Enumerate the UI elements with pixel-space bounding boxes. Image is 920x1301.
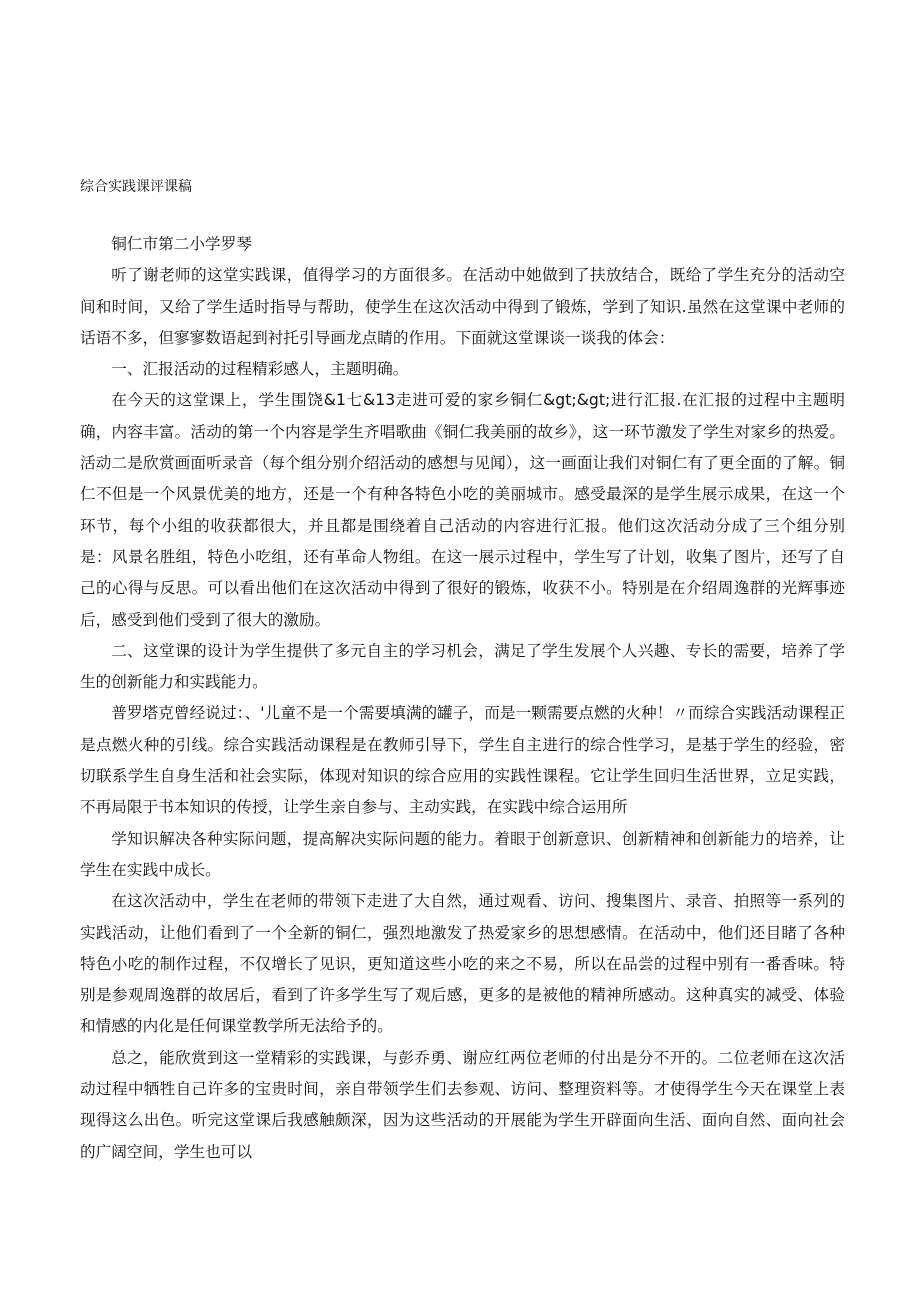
document-body	[80, 229, 845, 1168]
paragraph: 在今天的这堂课上，学生围饶&1七&13走进可爱的家乡铜仁&gt;&gt;进行汇报.在汇报的过程中主题明确，内容丰富。活动的第一个内容是学生齐唱歌曲《铜仁我美丽的故乡》，这一环节激发了学生对家乡的热爱。活动二是欣赏画面听录音（每个组分别介绍活动的感想与见闻），这一画面让我们对铜仁有了更全面的了解。铜仁不但是一个风景优美的地方，还是一个有种各特色小吃的美丽城市。感受最深的是学生展示成果，在这一个环节，每个小组的收获都很大，并且都是围绕着自己活动的内容进行汇报。他们这次活动分成了三个组分别是：风景名胜组，特色小吃组，还有革命人物组。在这一展示过程中，学生写了计划，收集了图片，还写了自己的心得与反思。可以看出他们在这次活动中得到了很好的锻炼，收获不小。特别是在介绍周逸群的光辉事迹后，感受到他们受到了很大的激励。	[80, 391, 845, 629]
paragraph: 学知识解决各种实际问题，提高解决实际问题的能力。着眼于创新意识、创新精神和创新能力的培养，让学生在实践中成长。	[80, 829, 845, 879]
author-line: 铜仁市第二小学罗琴	[111, 235, 252, 253]
section-heading: 二、这堂课的设计为学生提供了多元自主的学习机会，满足了学生发展个人兴趣、专长的需要，培养了学生的创新能力和实践能力。	[80, 641, 845, 692]
paragraph: 普罗塔克曾经说过：、'儿童不是一个需要填满的罐子，而是一颗需要点燃的火种！〃而综合实践活动课程正是点燃火种的引线。综合实践活动课程是在教师引导下，学生自主进行的综合性学习，是基于学生的经验，密切联系学生自身生活和社会实际，体现对知识的综合应用的实践性课程。它让学生回归生活世界，立足实践，不再局限于书本知识的传授，让学生亲自参与、主动实践，在实践中综合运用所	[80, 704, 845, 817]
section-heading: 一、汇报活动的过程精彩感人，主题明确。	[111, 360, 409, 379]
document-title: 综合实践课评课稿	[80, 179, 192, 195]
paragraph: 听了谢老师的这堂实践课，值得学习的方面很多。在活动中她做到了扶放结合，既给了学生充分的活动空间和时间，又给了学生适时指导与帮助，使学生在这次活动中得到了锻炼，学到了知识.虽然在这堂课中老师的话语不多，但寥寥数语起到衬托引导画龙点睛的作用。下面就这堂课谈一谈我的体会：	[80, 266, 845, 347]
paragraph: 在这次活动中，学生在老师的带领下走进了大自然，通过观看、访问、搜集图片、录音、拍照等一系列的实践活动，让他们看到了一个全新的铜仁，强烈地激发了热爱家乡的思想感情。在活动中，他们还目睹了各种特色小吃的制作过程，不仅增长了见识，更知道这些小吃的来之不易，所以在品尝的过程中别有一番香味。特别是参观周逸群的故居后，看到了许多学生写了观后感，更多的是被他的精神所感动。这种真实的减受、体验和情感的内化是任何课堂教学所无法给予的。	[80, 892, 845, 1036]
paragraph: 总之，能欣赏到这一堂精彩的实践课，与彭乔勇、谢应红两位老师的付出是分不开的。二位老师在这次活动过程中牺牲自己许多的宝贵时间，亲自带领学生们去参观、访问、整理资料等。才使得学生今天在课堂上表现得这么出色。听完这堂课后我感触颇深，因为这些活动的开展能为学生开辟面向生活、面向自然、面向社会的广阔空间，学生也可以	[80, 1048, 845, 1161]
